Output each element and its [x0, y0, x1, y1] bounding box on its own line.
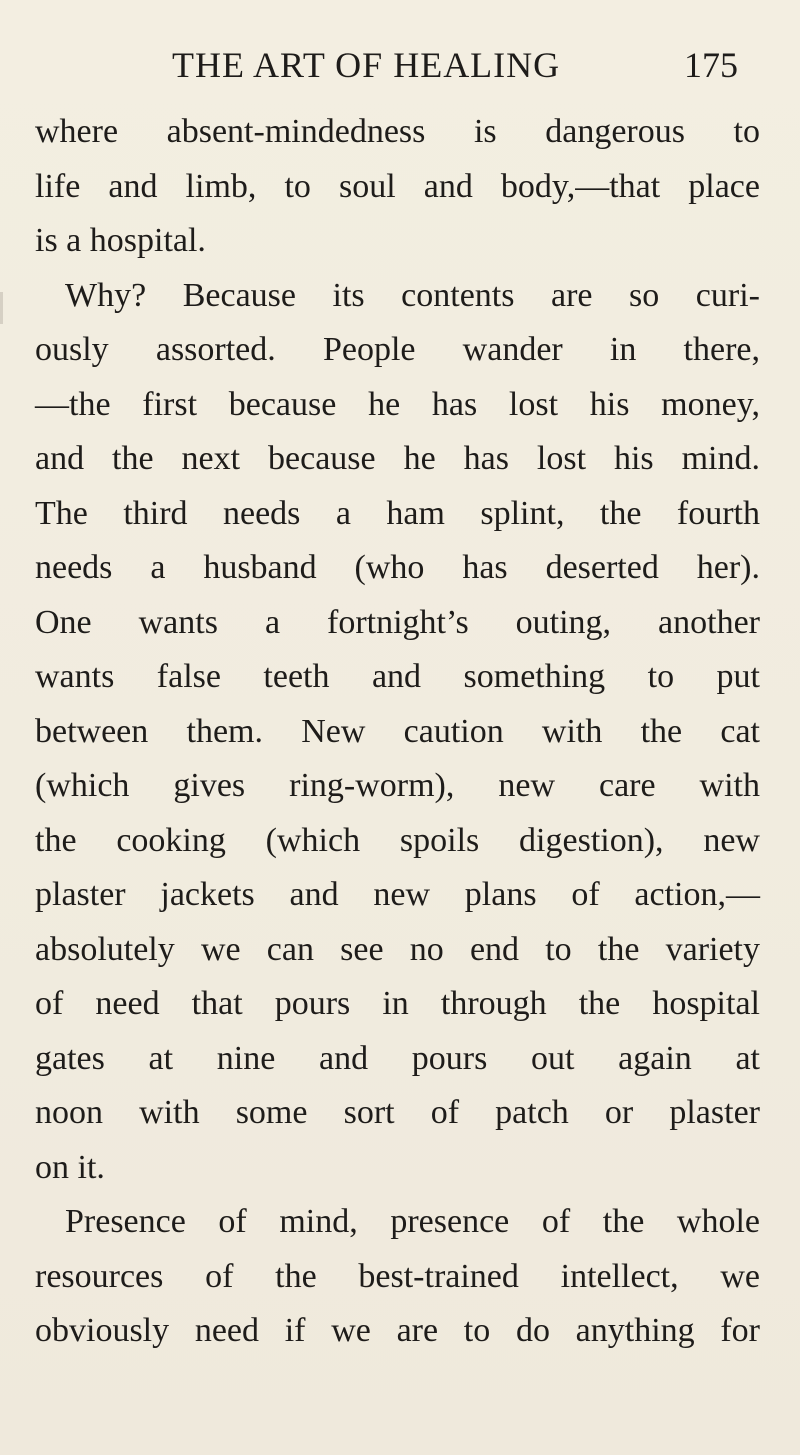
text-line: life and limb, to soul and body,—that place [35, 167, 760, 205]
text-line: —the first because he has lost his money, [35, 385, 760, 423]
text-line: between them. New caution with the cat [35, 712, 760, 750]
body-text [35, 105, 760, 1359]
text-line: needs a husband (who has deserted her). [35, 549, 760, 586]
text-line: and the next because he has lost his mind. [35, 440, 760, 477]
page-edge-mark [0, 292, 3, 324]
page-number: 175 [684, 45, 738, 85]
text-line: of need that pours in through the hospital [35, 985, 760, 1022]
text-line: on it. [35, 1148, 105, 1186]
text-line: noon with some sort of patch or plaster [35, 1094, 760, 1131]
text-line: wants false teeth and something to put [35, 658, 760, 695]
text-line: absolutely we can see no end to the variety [35, 930, 760, 968]
text-line: the cooking (which spoils digestion), new [35, 821, 760, 859]
text-line: gates at nine and pours out again at [35, 1039, 760, 1077]
text-line: is a hospital. [35, 222, 206, 259]
running-title: THE ART OF HEALING [172, 45, 561, 85]
text-line: The third needs a ham splint, the fourth [35, 494, 760, 532]
text-line: Why? Because its contents are so curi- [65, 276, 760, 314]
text-line: (which gives ring-worm), new care with [35, 767, 760, 804]
text-line: ously assorted. People wander in there, [35, 331, 760, 368]
text-line: where absent-mindedness is dangerous to [35, 113, 760, 150]
running-head [0, 40, 800, 90]
text-line: resources of the best-trained intellect, we [35, 1257, 760, 1295]
text-line: One wants a fortnight’s outing, another [35, 603, 760, 641]
text-line: plaster jackets and new plans of action,— [35, 876, 760, 913]
text-line: Presence of mind, presence of the whole [65, 1203, 760, 1240]
text-line: obviously need if we are to do anything for [35, 1312, 760, 1349]
